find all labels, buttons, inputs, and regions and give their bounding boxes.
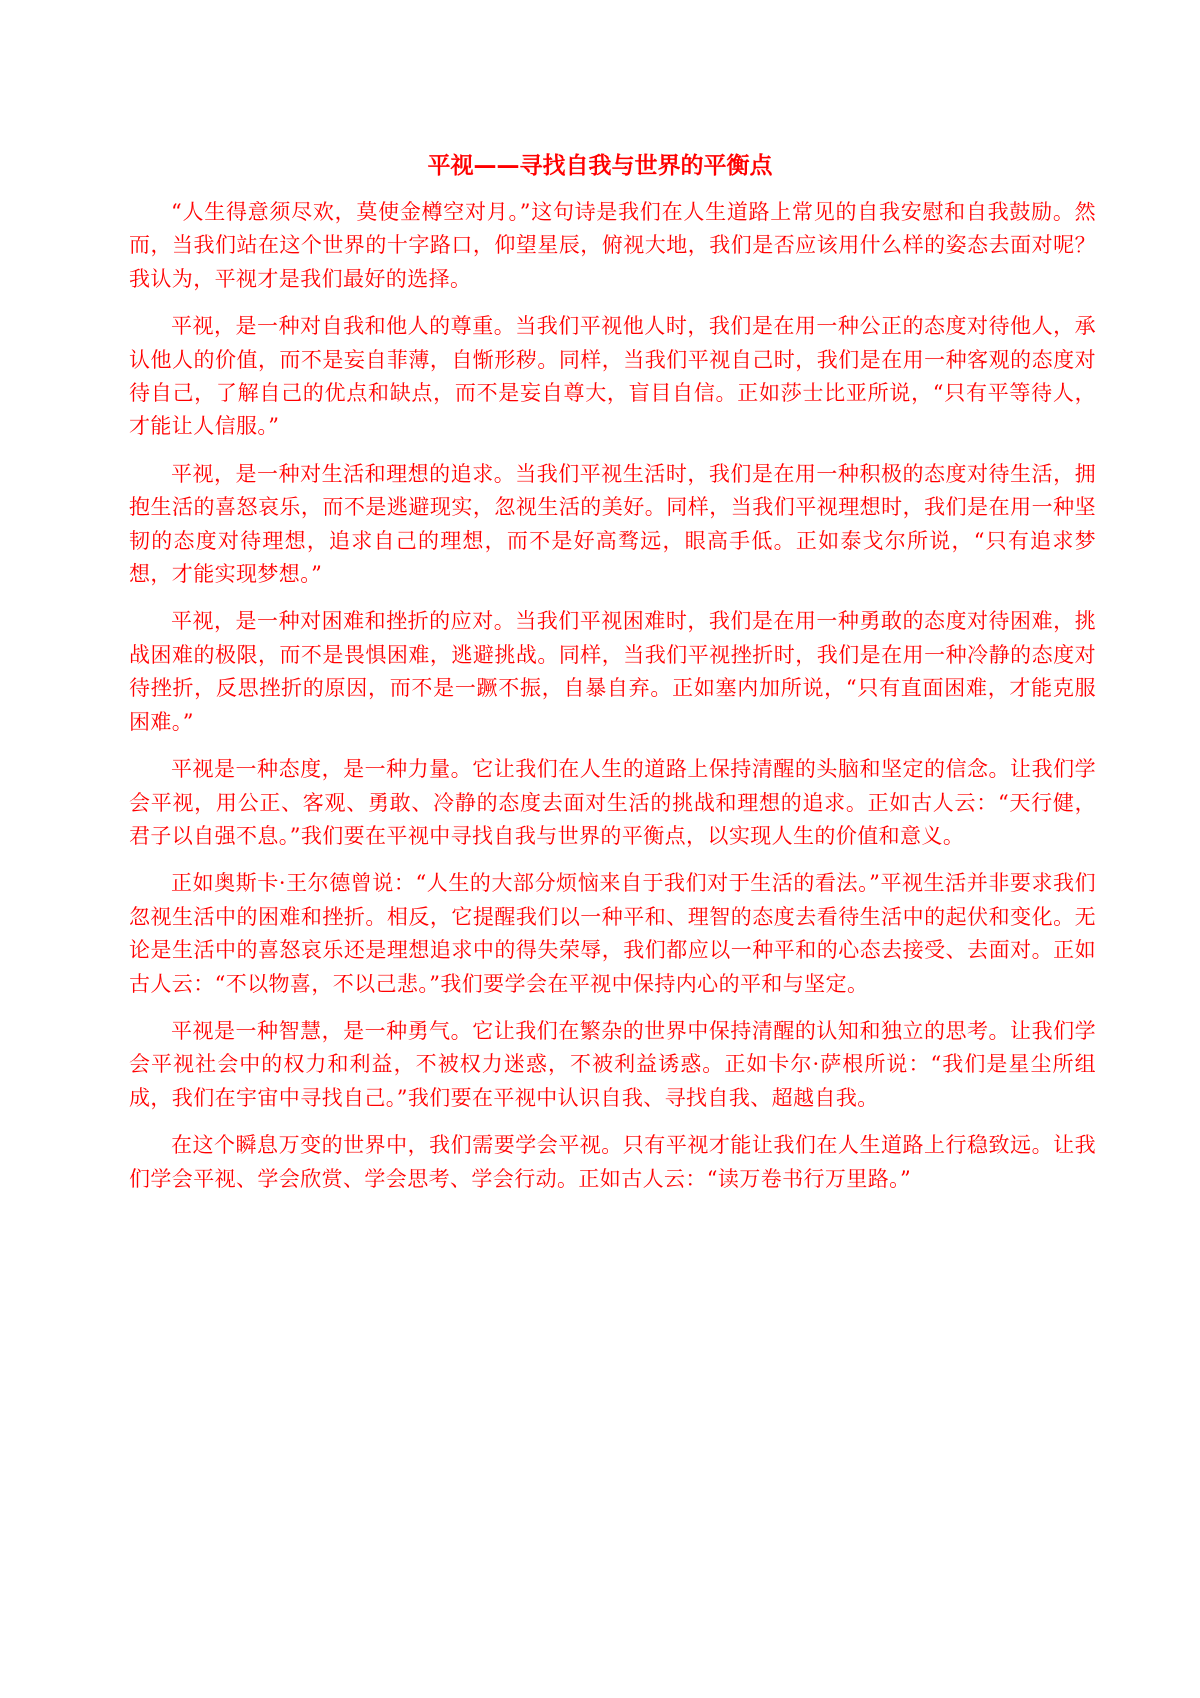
paragraph-3: 平视，是一种对生活和理想的追求。当我们平视生活时，我们是在用一种积极的态度对待生活，拥抱生活的喜怒哀乐，而不是逃避现实，忽视生活的美好。同样，当我们平视理想时，我们是在用一种坚韧的态度对待理想，追求自己的理想，而不是好高骛远，眼高手低。正如泰戈尔所说，“只有追求梦想，才能实现梦想。” <box>129 461 1096 587</box>
document-body <box>129 196 1096 1210</box>
paragraph-5: 平视是一种态度，是一种力量。它让我们在人生的道路上保持清醒的头脑和坚定的信念。让我们学会平视，用公正、客观、勇敢、冷静的态度去面对生活的挑战和理想的追求。正如古人云：“天行健，君子以自强不息。”我们要在平视中寻找自我与世界的平衡点，以实现人生的价值和意义。 <box>129 757 1096 848</box>
paragraph-2: 平视，是一种对自我和他人的尊重。当我们平视他人时，我们是在用一种公正的态度对待他人，承认他人的价值，而不是妄自菲薄，自惭形秽。同样，当我们平视自己时，我们是在用一种客观的态度对待自己，了解自己的优点和缺点，而不是妄自尊大，盲目自信。正如莎士比亚所说，“只有平等待人，才能让人信服。” <box>129 314 1096 439</box>
paragraph-1: “人生得意须尽欢，莫使金樽空对月。”这句诗是我们在人生道路上常见的自我安慰和自我鼓励。然而，当我们站在这个世界的十字路口，仰望星辰，俯视大地，我们是否应该用什么样的姿态去面对呢？我认为，平视才是我们最好的选择。 <box>129 200 1096 291</box>
paragraph-7: 平视是一种智慧，是一种勇气。它让我们在繁杂的世界中保持清醒的认知和独立的思考。让我们学会平视社会中的权力和利益，不被权力迷惑，不被利益诱惑。正如卡尔·萨根所说：“我们是星尘所组成，我们在宇宙中寻找自己。”我们要在平视中认识自我、寻找自我、超越自我。 <box>129 1018 1096 1110</box>
paragraph-4: 平视，是一种对困难和挫折的应对。当我们平视困难时，我们是在用一种勇敢的态度对待困难，挑战困难的极限，而不是畏惧困难，逃避挑战。同样，当我们平视挫折时，我们是在用一种冷静的态度对待挫折，反思挫折的原因，而不是一蹶不振，自暴自弃。正如塞内加所说，“只有直面困难，才能克服困难。” <box>129 609 1096 734</box>
document-title: 平视——寻找自我与世界的平衡点 <box>427 153 773 179</box>
paragraph-8: 在这个瞬息万变的世界中，我们需要学会平视。只有平视才能让我们在人生道路上行稳致远。让我们学会平视、学会欣赏、学会思考、学会行动。正如古人云：“读万卷书行万里路。” <box>129 1133 1096 1191</box>
paragraph-6: 正如奥斯卡·王尔德曾说：“人生的大部分烦恼来自于我们对于生活的看法。”平视生活并非要求我们忽视生活中的困难和挫折。相反，它提醒我们以一种平和、理智的态度去看待生活中的起伏和变化。无论是生活中的喜怒哀乐还是理想追求中的得失荣辱，我们都应以一种平和的心态去接受、去面对。正如古人云：“不以物喜，不以己悲。”我们要学会在平视中保持内心的平和与坚定。 <box>129 871 1096 996</box>
